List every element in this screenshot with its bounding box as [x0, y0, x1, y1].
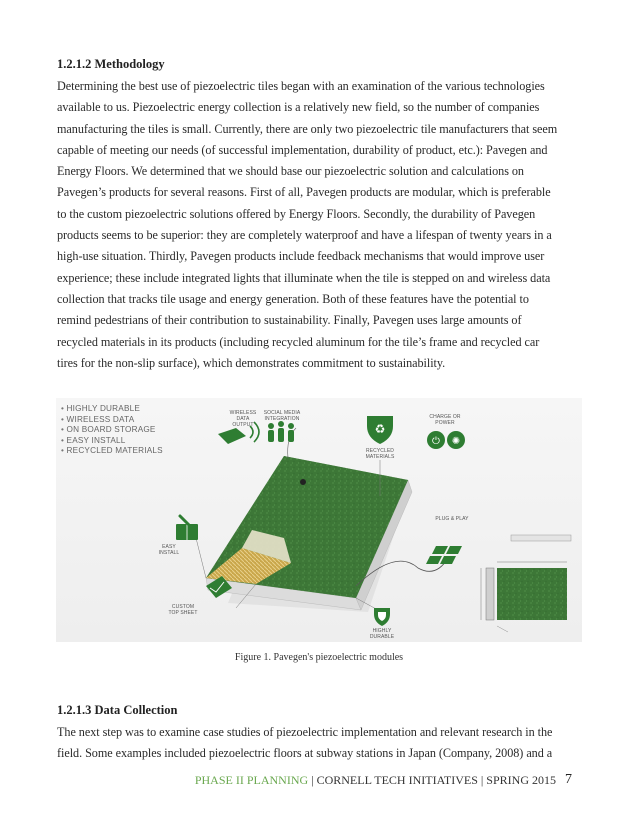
tile-illustration: [56, 398, 582, 642]
svg-text:♻: ♻: [374, 422, 386, 436]
label-custom-top-sheet: CUSTOM TOP SHEET: [168, 604, 198, 616]
paragraph-line: capable of meeting our needs (of successful implementation, durability of product, etc.): Pavegen and: [57, 142, 548, 157]
paragraph-line: remind pedestrians of their contribution to sustainability. Finally, Pavegen uses large amounts of: [57, 313, 522, 328]
label-recycled-materials: RECYCLED MATERIALS: [365, 448, 395, 460]
feature-bullet: • HIGHLY DURABLE: [61, 404, 163, 415]
figure-caption: Figure 1. Pavegen's piezoelectric modules: [234, 652, 404, 663]
label-plug-and-play: PLUG & PLAY: [435, 516, 469, 522]
paragraph-line: Pavegen’s products for several reasons. First of all, Pavegen products are modular, which is preferable: [57, 185, 551, 200]
feature-bullet: • WIRELESS DATA: [61, 415, 163, 426]
easy-install-icon: [176, 516, 198, 540]
data-collection-paragraph: [57, 722, 585, 765]
dimension-diagram: [481, 535, 571, 632]
paragraph-line: experience; these include integrated lights that illuminate when the tile is stepped on and wireless data: [57, 270, 551, 285]
section-heading-data-collection: 1.2.1.3 Data Collection: [57, 703, 178, 717]
label-charge-or-power: CHARGE OR POWER: [429, 414, 461, 426]
paragraph-line: manufacturing the tiles is small. Currently, there are only two piezoelectric tile manufacturers that seem: [57, 121, 558, 136]
methodology-paragraph: [57, 76, 585, 374]
svg-text:✺: ✺: [451, 436, 461, 447]
paragraph-line: Energy Floors. We determined that we should base our piezoelectric solution and calculations on: [57, 164, 524, 179]
footer-initiative-label: CORNELL TECH INITIATIVES | SPRING 2015: [316, 773, 556, 787]
footer-phase-label: PHASE II PLANNING: [194, 773, 309, 787]
install-leader: [196, 538, 206, 578]
paragraph-line: recycled materials in its products (including recycled aluminum for the tile’s frame and recycled car: [57, 334, 540, 349]
label-highly-durable: HIGHLY DURABLE: [369, 628, 395, 640]
social-media-icon: [268, 421, 294, 442]
paragraph-line: high-use situation. Thirdly, Pavegen products include feedback mechanisms that would improve user: [57, 249, 545, 264]
svg-text:⏻: ⏻: [432, 436, 440, 447]
paragraph-line: The next step was to examine case studies of piezoelectric implementation and relevant research in the: [57, 725, 553, 739]
paragraph-line: collection that tracks tile usage and energy generation. Both of these features have the potential to: [57, 291, 529, 306]
charge-power-icon: [427, 431, 465, 449]
label-easy-install: EASY INSTALL: [158, 544, 180, 556]
feature-bullet: • RECYCLED MATERIALS: [61, 446, 163, 457]
plug-play-icon: [426, 546, 462, 564]
paragraph-line: Determining the best use of piezoelectric tiles began with an examination of the various technologies: [57, 79, 545, 93]
page-footer: [194, 772, 572, 788]
section-heading-methodology: 1.2.1.2 Methodology: [57, 57, 165, 71]
pavegen-figure: [56, 398, 582, 642]
footer-separator: |: [308, 773, 317, 787]
paragraph-line: field. Some examples included piezoelectric floors at subway stations in Japan (Company, 2008) and a: [57, 746, 553, 761]
paragraph-line: to the custom piezoelectric solutions offered by Energy Floors. Secondly, the durability of Pavegen: [57, 206, 536, 221]
recycle-icon: [367, 416, 393, 444]
paragraph-line: available to us. Piezoelectric energy collection is a relatively new field, so the number of companies: [57, 100, 540, 115]
page-number: 7: [565, 772, 572, 787]
label-social-media: SOCIAL MEDIA INTEGRATION: [263, 410, 301, 422]
highly-durable-icon: [374, 608, 390, 626]
feature-bullet: • ON BOARD STORAGE: [61, 425, 163, 436]
tile-sensor-dot: [300, 479, 306, 485]
label-wireless-data-output: WIRELESS DATA OUTPUT: [229, 410, 257, 428]
feature-bullet: • EASY INSTALL: [61, 436, 163, 447]
paragraph-line: products seems to be superior: they are completely waterproof and have a lifespan of twenty years in a: [57, 228, 552, 243]
paragraph-line: tires for the non-slip surface), which demonstrates commitment to sustainability.: [57, 355, 446, 370]
